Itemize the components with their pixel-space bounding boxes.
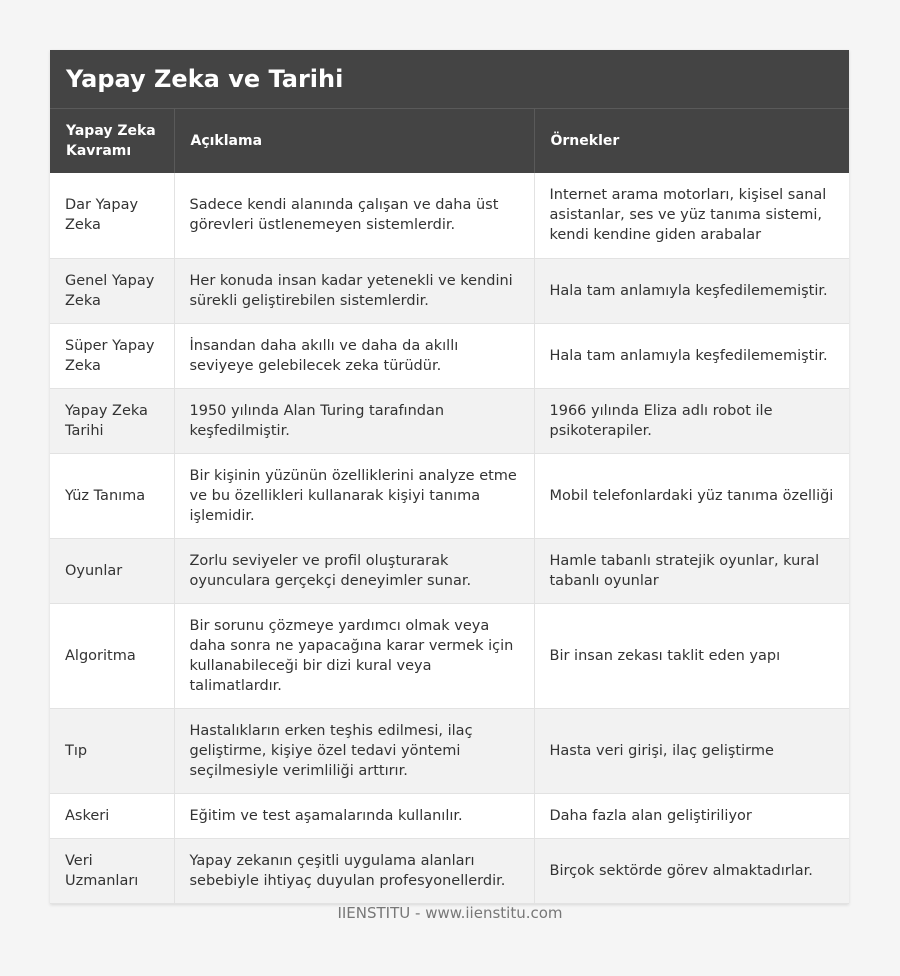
description-cell: Yapay zekanın çeşitli uygulama alanları sebebiyle ihtiyaç duyulan profesyonellerdir. [174, 838, 534, 903]
concept-cell: Genel Yapay Zeka [50, 258, 174, 323]
table-title: Yapay Zeka ve Tarihi [50, 50, 849, 109]
description-cell: Sadece kendi alanında çalışan ve daha üst görevleri üstlenemeyen sistemlerdir. [174, 173, 534, 258]
column-header-concept: Yapay Zeka Kavramı [50, 109, 174, 173]
concept-cell: Yüz Tanıma [50, 453, 174, 538]
description-cell: Zorlu seviyeler ve profil oluşturarak oyunculara gerçekçi deneyimler sunar. [174, 538, 534, 603]
description-cell: Her konuda insan kadar yetenekli ve kendini sürekli geliştirebilen sistemlerdir. [174, 258, 534, 323]
concept-cell: Yapay Zeka Tarihi [50, 388, 174, 453]
table-row [50, 388, 849, 453]
concept-cell: Oyunlar [50, 538, 174, 603]
table-row [50, 838, 849, 903]
examples-cell: Birçok sektörde görev almaktadırlar. [534, 838, 849, 903]
column-header-examples: Örnekler [534, 109, 849, 173]
concept-cell: Askeri [50, 793, 174, 838]
examples-cell: Hala tam anlamıyla keşfedilememiştir. [534, 258, 849, 323]
concept-table [50, 109, 849, 904]
description-cell: Bir sorunu çözmeye yardımcı olmak veya daha sonra ne yapacağına karar vermek için kullanabileceği bir dizi kural veya talimatlardır. [174, 603, 534, 708]
concept-cell: Dar Yapay Zeka [50, 173, 174, 258]
table-row [50, 323, 849, 388]
examples-cell: Hala tam anlamıyla keşfedilememiştir. [534, 323, 849, 388]
examples-cell: Daha fazla alan geliştiriliyor [534, 793, 849, 838]
table-row [50, 793, 849, 838]
description-cell: İnsandan daha akıllı ve daha da akıllı seviyeye gelebilecek zeka türüdür. [174, 323, 534, 388]
description-cell: Hastalıkların erken teşhis edilmesi, ilaç geliştirme, kişiye özel tedavi yöntemi seçilmesiyle verimliliği arttırır. [174, 708, 534, 793]
concept-cell: Süper Yapay Zeka [50, 323, 174, 388]
table-card [50, 50, 849, 904]
table-row [50, 173, 849, 258]
table-row [50, 708, 849, 793]
concept-cell: Tıp [50, 708, 174, 793]
concept-cell: Veri Uzmanları [50, 838, 174, 903]
examples-cell: Mobil telefonlardaki yüz tanıma özelliği [534, 453, 849, 538]
table-row [50, 603, 849, 708]
header-row [50, 109, 849, 173]
examples-cell: Bir insan zekası taklit eden yapı [534, 603, 849, 708]
table-row [50, 453, 849, 538]
description-cell: 1950 yılında Alan Turing tarafından keşfedilmiştir. [174, 388, 534, 453]
description-cell: Bir kişinin yüzünün özelliklerini analyze etme ve bu özellikleri kullanarak kişiyi tanıma işlemidir. [174, 453, 534, 538]
column-header-description: Açıklama [174, 109, 534, 173]
examples-cell: Hasta veri girişi, ilaç geliştirme [534, 708, 849, 793]
examples-cell: Hamle tabanlı stratejik oyunlar, kural tabanlı oyunlar [534, 538, 849, 603]
examples-cell: 1966 yılında Eliza adlı robot ile psikoterapiler. [534, 388, 849, 453]
table-row [50, 538, 849, 603]
footer-credit: IIENSTITU - www.iienstitu.com [337, 904, 563, 922]
concept-cell: Algoritma [50, 603, 174, 708]
description-cell: Eğitim ve test aşamalarında kullanılır. [174, 793, 534, 838]
table-row [50, 258, 849, 323]
examples-cell: Internet arama motorları, kişisel sanal asistanlar, ses ve yüz tanıma sistemi, kendi kendine giden arabalar [534, 173, 849, 258]
